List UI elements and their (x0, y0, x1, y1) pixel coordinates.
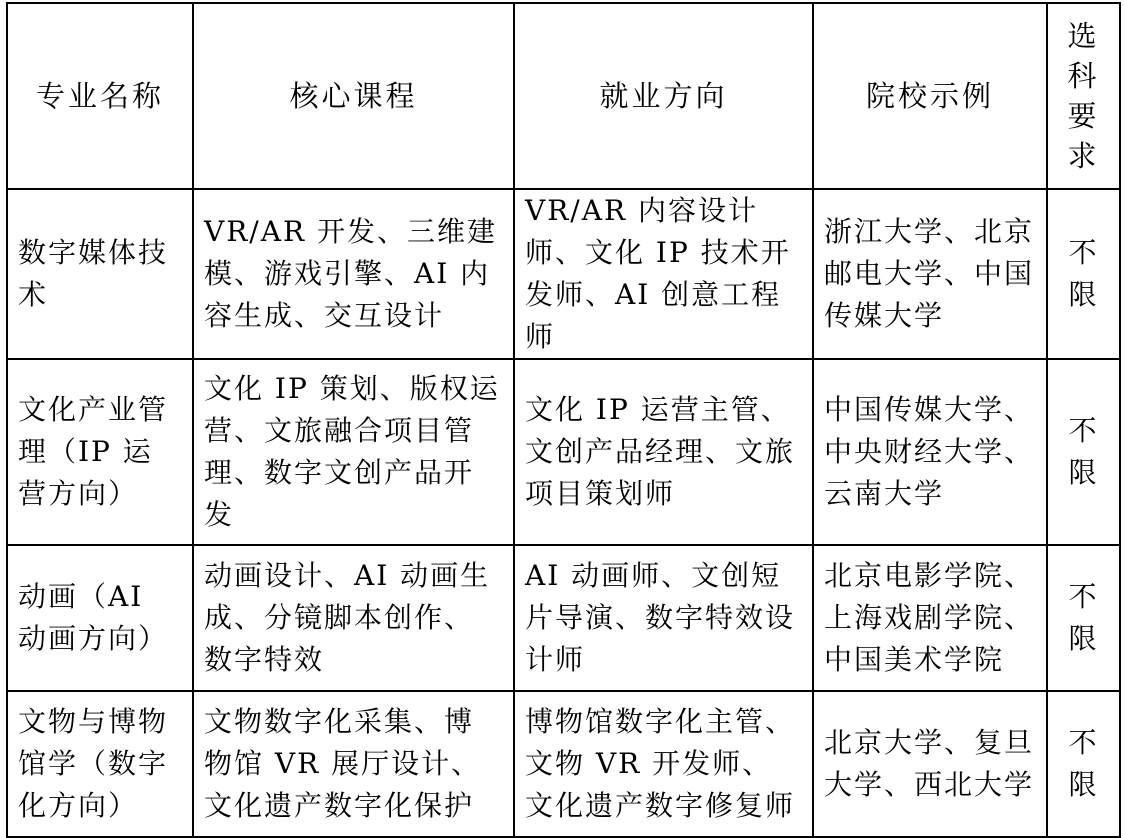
table-row (7, 189, 1120, 359)
table-row (7, 545, 1120, 691)
cell-courses: 文化 IP 策划、版权运营、文旅融合项目管理、数字文创产品开发 (193, 359, 514, 545)
majors-table (6, 2, 1121, 838)
cell-careers: 文化 IP 运营主管、文创产品经理、文旅项目策划师 (514, 359, 813, 545)
cell-careers: VR/AR 内容设计师、文化 IP 技术开发师、AI 创意工程师 (514, 189, 813, 359)
header-careers: 就业方向 (514, 3, 813, 189)
cell-major: 数字媒体技术 (7, 189, 193, 359)
cell-schools: 中国传媒大学、中央财经大学、云南大学 (813, 359, 1047, 545)
cell-major: 动画（AI 动画方向） (7, 545, 193, 691)
table-row (7, 691, 1120, 837)
cell-requirement-text: 不限 (1068, 414, 1099, 489)
table-row (7, 359, 1120, 545)
cell-requirement-text: 不限 (1068, 580, 1099, 655)
cell-major: 文物与博物馆学（数字化方向） (7, 691, 193, 837)
cell-requirement-text: 不限 (1068, 726, 1099, 801)
cell-major: 文化产业管理（IP 运营方向） (7, 359, 193, 545)
cell-schools: 北京大学、复旦大学、西北大学 (813, 691, 1047, 837)
header-schools: 院校示例 (813, 3, 1047, 189)
cell-careers: 博物馆数字化主管、文物 VR 开发师、文化遗产数字修复师 (514, 691, 813, 837)
majors-table-container (6, 2, 1121, 838)
cell-courses: 文物数字化采集、博物馆 VR 展厅设计、文化遗产数字化保护 (193, 691, 514, 837)
cell-schools: 北京电影学院、上海戏剧学院、中国美术学院 (813, 545, 1047, 691)
cell-requirement (1047, 545, 1120, 691)
header-major: 专业名称 (7, 3, 193, 189)
cell-requirement (1047, 359, 1120, 545)
cell-requirement (1047, 691, 1120, 837)
cell-courses: 动画设计、AI 动画生成、分镜脚本创作、数字特效 (193, 545, 514, 691)
cell-courses: VR/AR 开发、三维建模、游戏引擎、AI 内容生成、交互设计 (193, 189, 514, 359)
cell-schools: 浙江大学、北京邮电大学、中国传媒大学 (813, 189, 1047, 359)
header-requirement (1047, 3, 1120, 189)
cell-requirement (1047, 189, 1120, 359)
table-header-row (7, 3, 1120, 189)
header-requirement-text: 选科要求 (1067, 19, 1100, 173)
cell-requirement-text: 不限 (1068, 236, 1099, 311)
header-courses: 核心课程 (193, 3, 514, 189)
cell-careers: AI 动画师、文创短片导演、数字特效设计师 (514, 545, 813, 691)
